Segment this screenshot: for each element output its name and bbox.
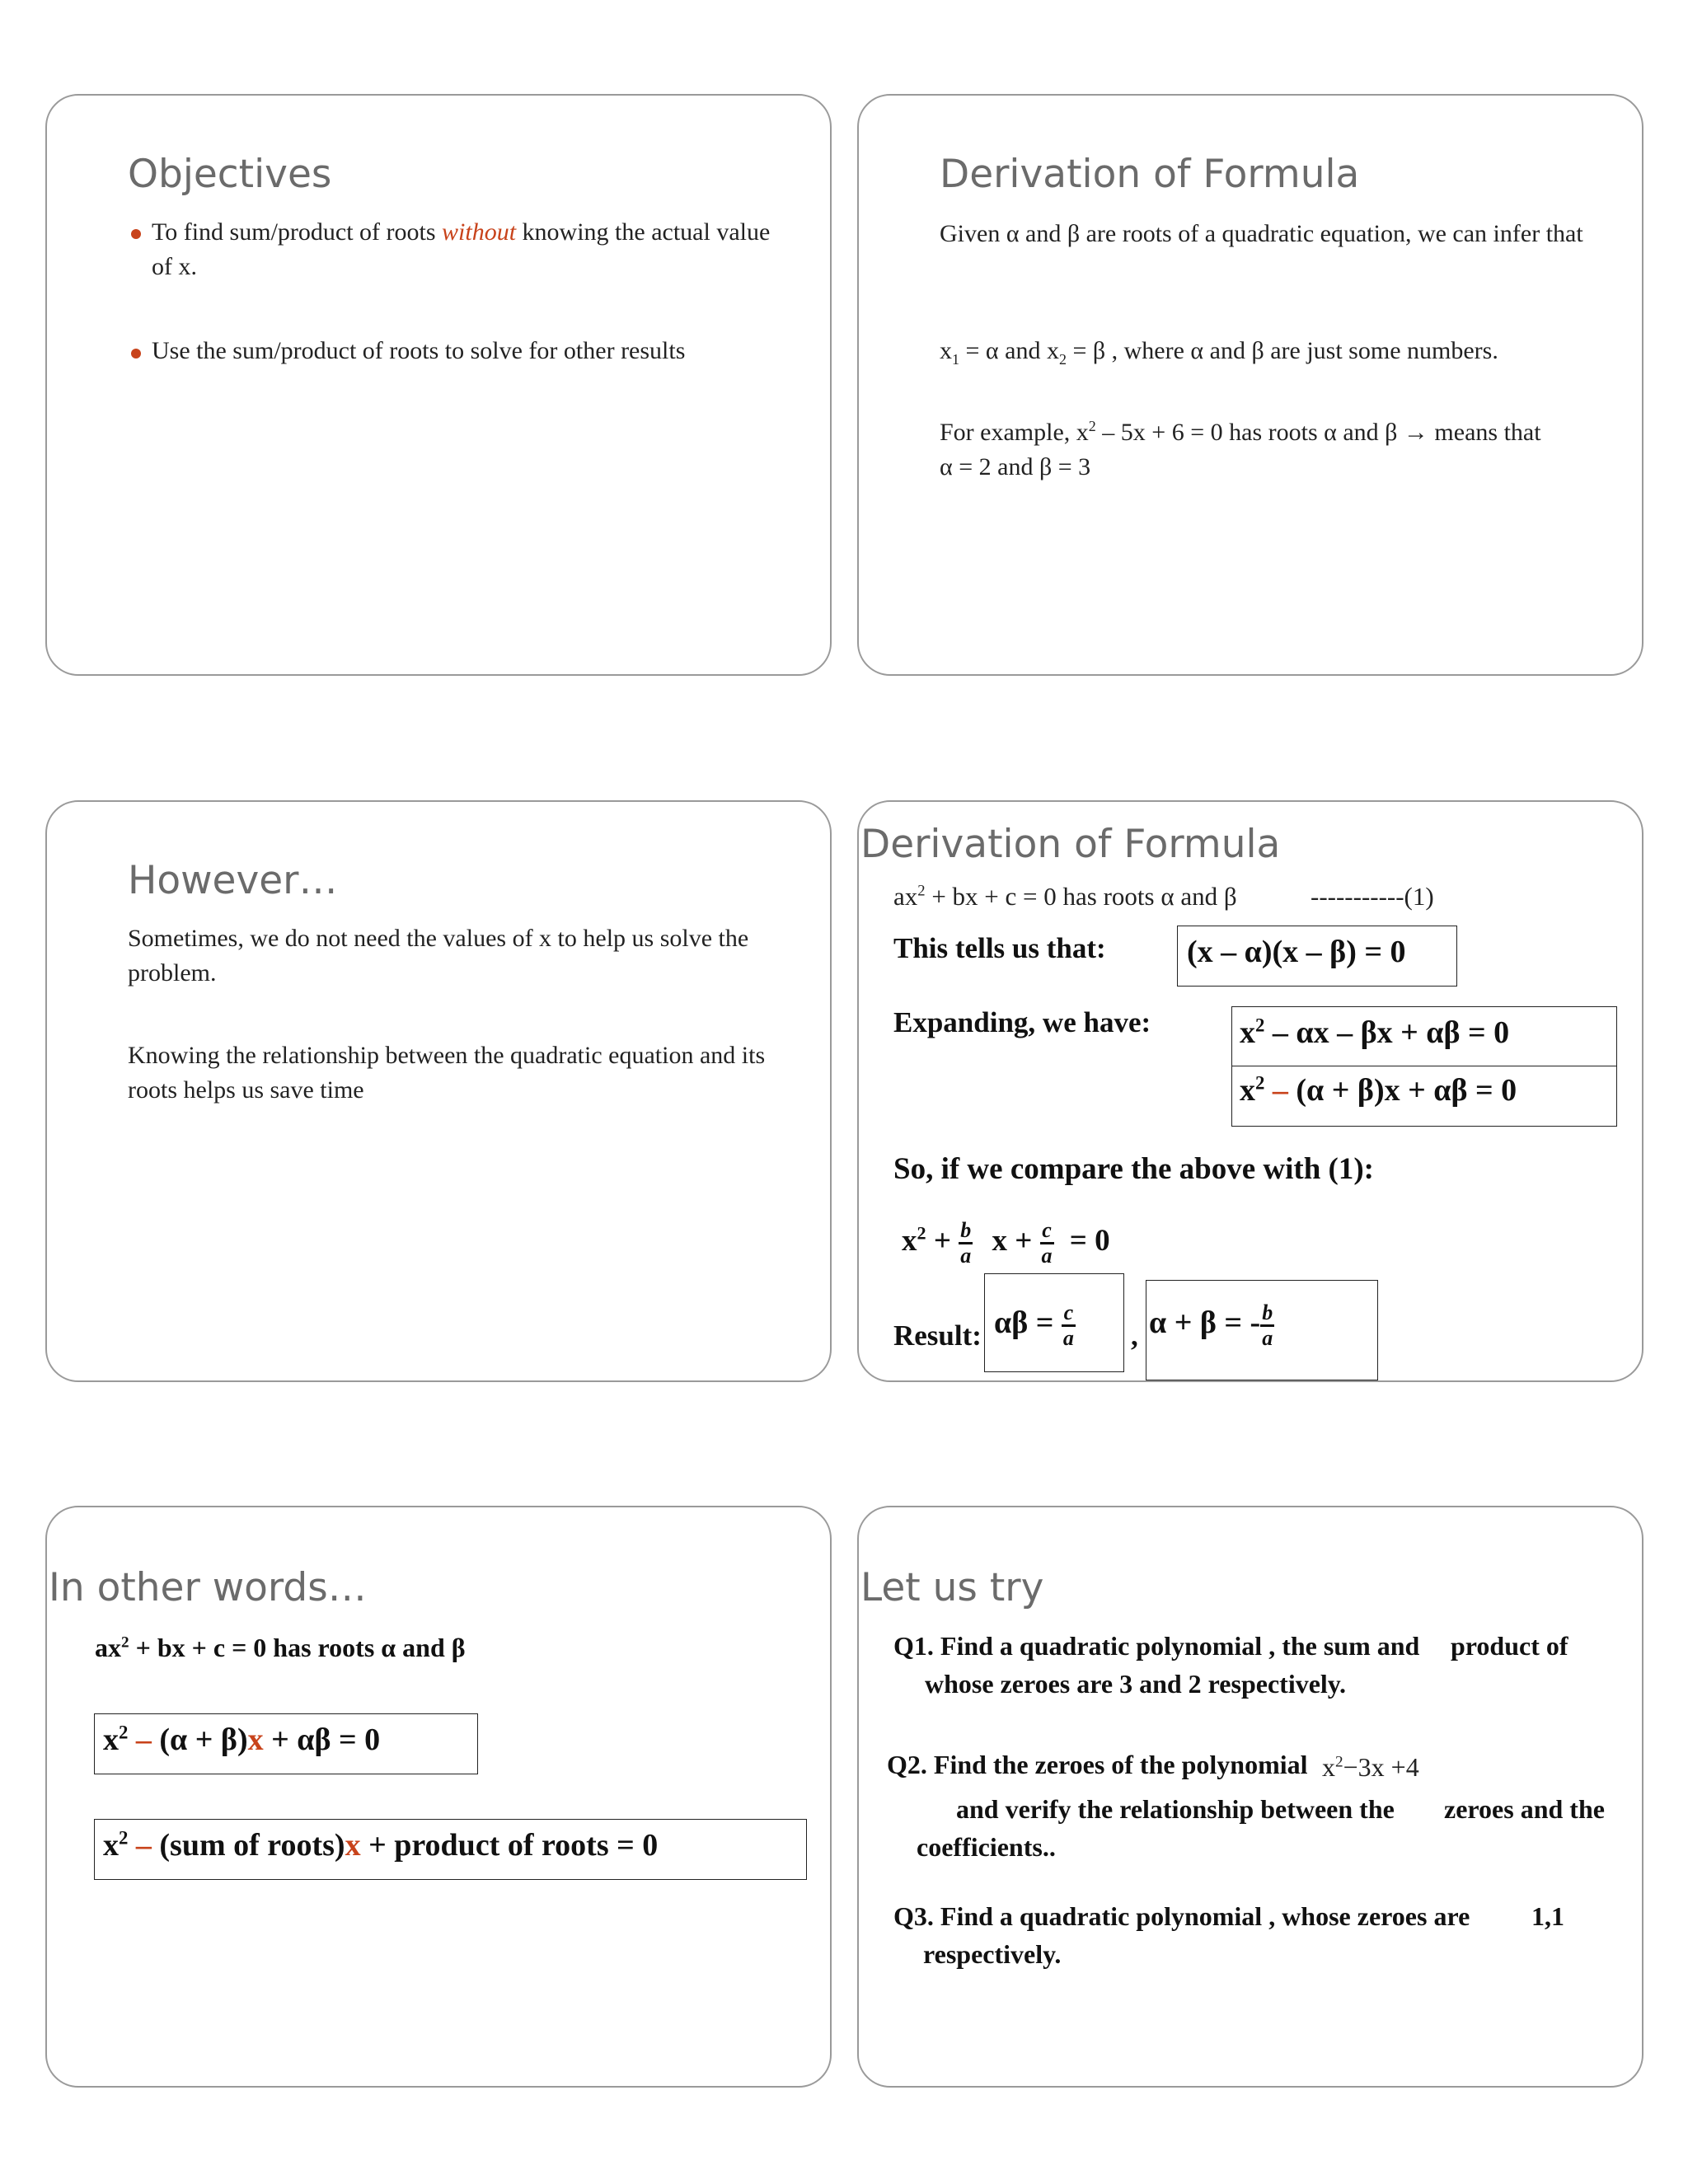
question-1: Q1. Find a quadratic polynomial , the sum and — [893, 1631, 1420, 1661]
fraction-c-over-a: $\frac{c}{a}$ — [1062, 1301, 1074, 1350]
sum-result: α + β = - $\frac{b}{a}$ — [1149, 1301, 1273, 1350]
question-2-continued: coefficients.. — [917, 1832, 1056, 1862]
expanded-equation: $x^2 - (\alpha + \beta)x + \alpha\beta = 0$ — [1240, 1072, 1517, 1108]
question-1-continued: product of — [1451, 1631, 1568, 1661]
label: Expanding, we have: — [893, 1006, 1151, 1038]
slide-objectives — [45, 94, 832, 676]
slide-title: Let us try — [860, 1565, 1044, 1610]
formula: $x^2 - (\alpha + \beta)x + \alpha\beta = 0$ — [103, 1722, 381, 1757]
objective-item: Use the sum/product of roots to solve for other results — [152, 337, 686, 364]
product-result: αβ = $\frac{c}{a}$ — [994, 1301, 1074, 1350]
expanded-equation: $x^2 - \alpha x - \beta x + \alpha\beta = 0$ — [1240, 1015, 1510, 1050]
question-3-continued: 1,1 — [1531, 1901, 1564, 1931]
label: So, if we compare the above with (1): — [893, 1152, 1375, 1186]
comma: , — [1131, 1319, 1138, 1352]
fraction-c-over-a: $\frac{c}{a}$ — [1041, 1218, 1053, 1268]
slide-derivation-intro — [857, 94, 1643, 676]
slide-in-other-words — [45, 1506, 832, 2088]
question-1-continued: whose zeroes are 3 and 2 respectively. — [925, 1669, 1347, 1699]
equation-ref: -----------(1) — [1311, 882, 1434, 911]
paragraph: For example, $x^2 - 5x + 6 = 0$ has roots α and β → means that α = 2 and β = 3 — [940, 418, 1541, 480]
question-2-continued: zeroes and the — [1444, 1794, 1605, 1824]
question-3-continued: respectively. — [923, 1939, 1062, 1969]
question-2: Q2. Find the zeroes of the polynomial — [887, 1750, 1308, 1779]
question-3: Q3. Find a quadratic polynomial , whose zeroes are — [893, 1901, 1470, 1931]
bullet-icon — [131, 349, 141, 359]
label: This tells us that: — [893, 932, 1106, 964]
slide-title: However… — [128, 858, 338, 903]
slide-title: In other words… — [49, 1565, 367, 1610]
objective-item: To find sum/product of roots without knowing the actual value of x. — [152, 218, 771, 280]
compare-equation: $x^2$ + $\frac{b}{a}$ x + $\frac{c}{a}$ = 0 — [902, 1218, 1110, 1268]
paragraph: Sometimes, we do not need the values of x to help us solve the problem. — [128, 925, 749, 987]
slide-title: Objectives — [128, 152, 332, 197]
paragraph: $x_1 = \alpha$ and $x_2 = \beta$ , where α and β are just some numbers. — [940, 337, 1498, 368]
bullet-icon — [131, 229, 141, 239]
slide-title: Derivation of Formula — [860, 822, 1281, 867]
equation: $ax^2$ + bx + c = 0 has roots α and β — [95, 1633, 466, 1662]
slide-derivation-formula — [857, 800, 1643, 1382]
paragraph: Given α and β are roots of a quadratic equation, we can infer that — [940, 220, 1583, 247]
factored-equation: (x – α)(x – β) = 0 — [1187, 935, 1406, 969]
fraction-b-over-a: $\frac{b}{a}$ — [1262, 1301, 1273, 1350]
equation: $ax^2$ + bx + c = 0 has roots α and β — [893, 882, 1237, 911]
slide-let-us-try — [857, 1506, 1643, 2088]
question-2-continued: and verify the relationship between the — [956, 1794, 1395, 1824]
slide-however — [45, 800, 832, 1382]
polynomial: $x^2-3x +4$ — [1322, 1752, 1419, 1782]
result-label: Result: — [893, 1319, 982, 1352]
slide-title: Derivation of Formula — [940, 152, 1360, 197]
fraction-b-over-a: $\frac{b}{a}$ — [960, 1218, 972, 1268]
paragraph: Knowing the relationship between the quadratic equation and its roots helps us save time — [128, 1042, 766, 1104]
formula: $x^2 - (sum$ of roots)x + product of roots = 0 — [103, 1827, 659, 1863]
